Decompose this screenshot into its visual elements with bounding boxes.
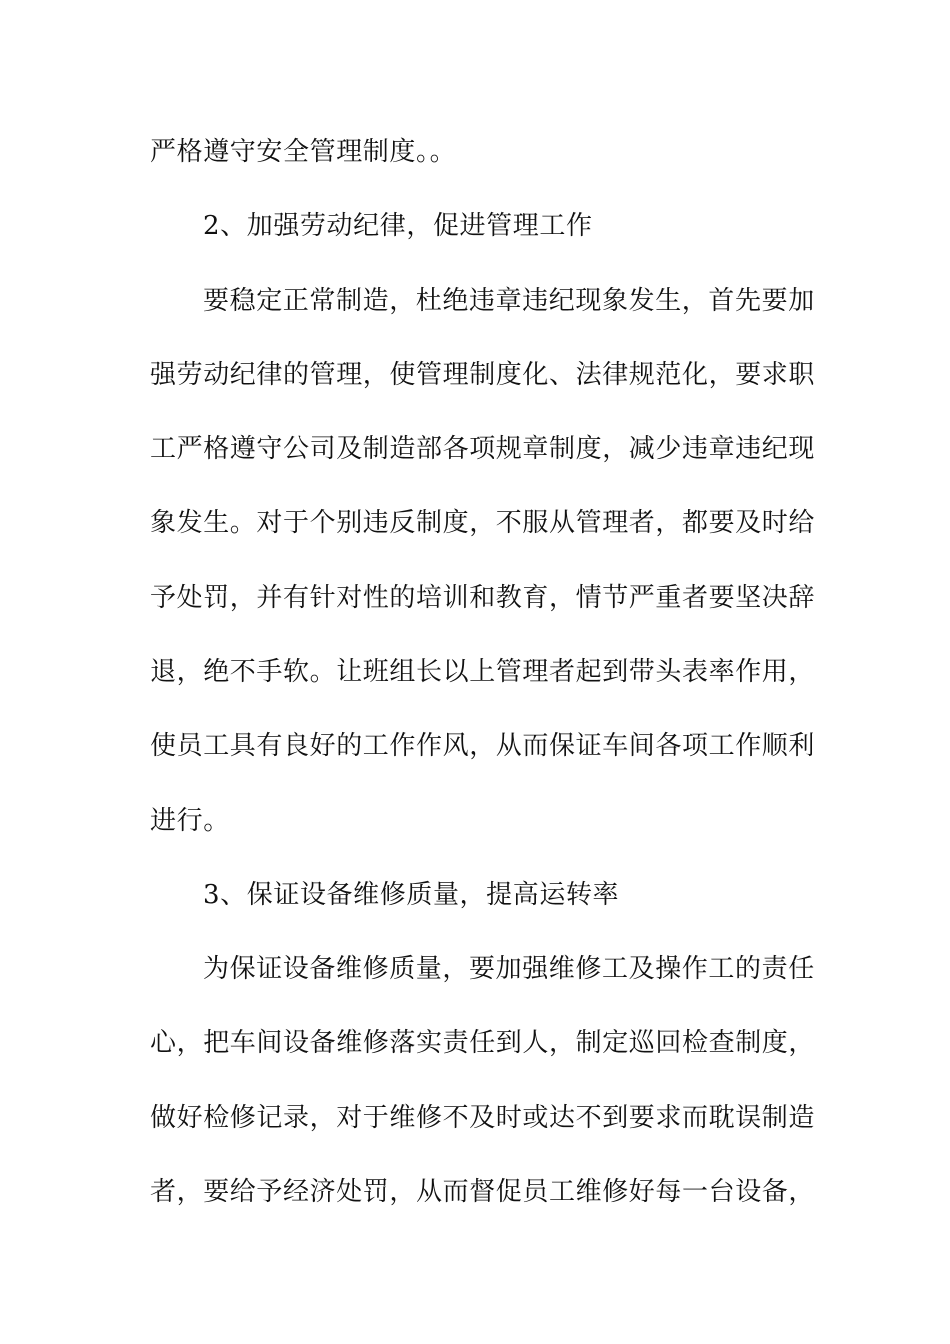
paragraph-line: 严格遵守安全管理制度。。 (150, 137, 457, 167)
paragraph-line: 予处罚，并有针对性的培训和教育，情节严重者要坚决辞 (150, 583, 816, 613)
paragraph-line: 要稳定正常制造，杜绝违章违纪现象发生，首先要加 (203, 286, 815, 316)
paragraph-line: 退，绝不手软。让班组长以上管理者起到带头表率作用， (150, 657, 816, 687)
paragraph-line: 象发生。对于个别违反制度，不服从管理者，都要及时给 (150, 508, 816, 538)
paragraph-line: 进行。 (150, 806, 230, 836)
paragraph-line: 为保证设备维修质量，要加强维修工及操作工的责任 (203, 954, 815, 984)
paragraph-line: 使员工具有良好的工作作风，从而保证车间各项工作顺利 (150, 731, 816, 761)
paragraph-line: 工严格遵守公司及制造部各项规章制度，减少违章违纪现 (150, 434, 816, 464)
paragraph-line: 者，要给予经济处罚，从而督促员工维修好每一台设备， (150, 1177, 816, 1207)
section-heading: 2、加强劳动纪律，促进管理工作 (203, 211, 593, 241)
paragraph-line: 强劳动纪律的管理，使管理制度化、法律规范化，要求职 (150, 360, 816, 390)
paragraph-line: 心，把车间设备维修落实责任到人，制定巡回检查制度， (150, 1028, 816, 1058)
paragraph-line: 做好检修记录，对于维修不及时或达不到要求而耽误制造 (150, 1103, 816, 1133)
section-heading: 3、保证设备维修质量，提高运转率 (203, 880, 620, 910)
